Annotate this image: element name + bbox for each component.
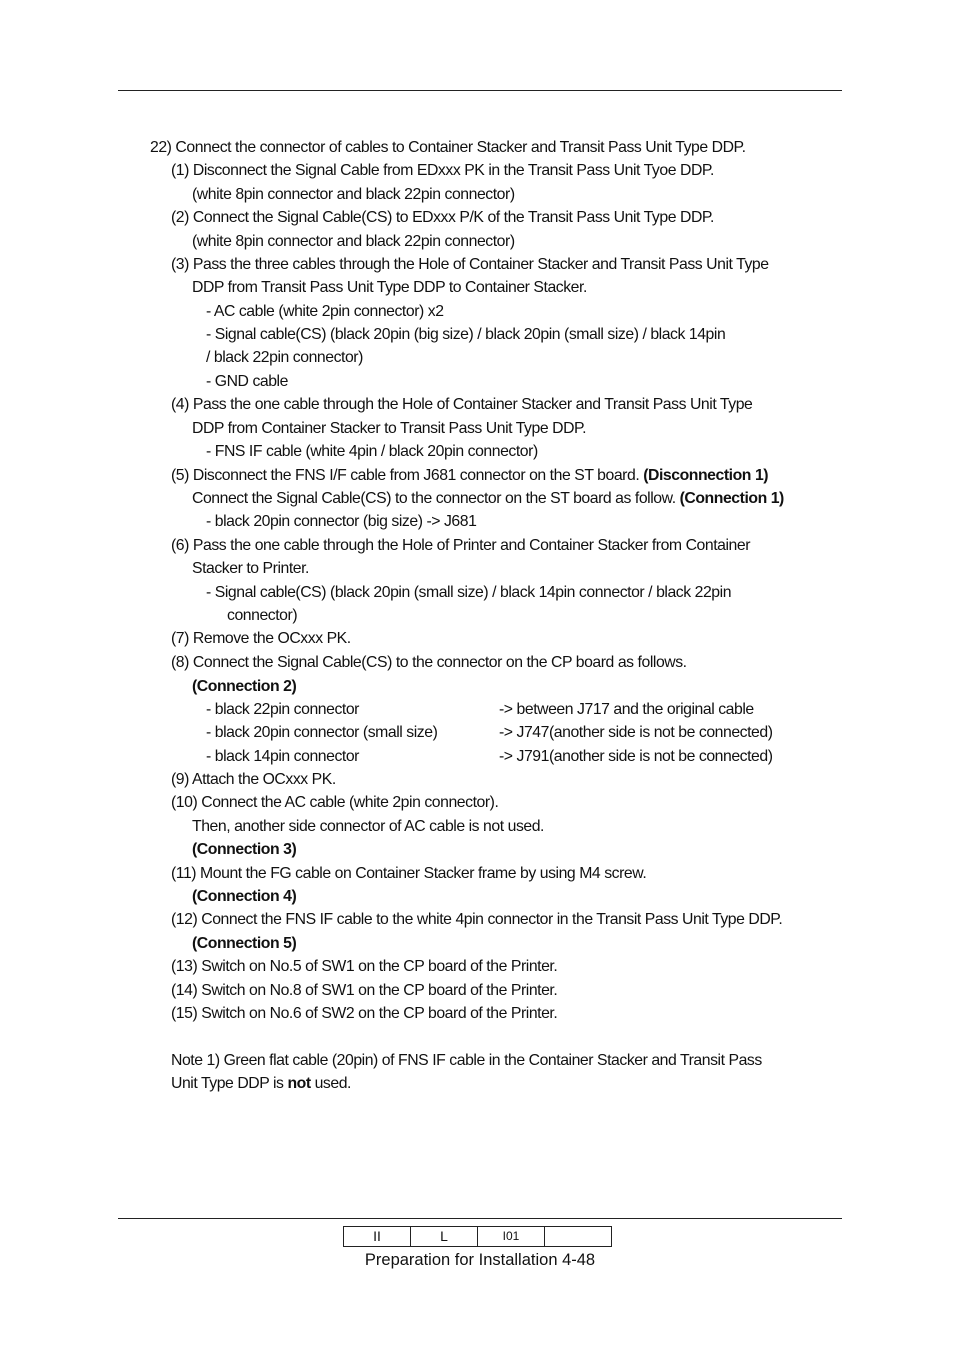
footer-revision-table [343,1226,612,1247]
substep-6-item: - Signal cable(CS) (black 20pin (small size) / black 14pin connector / black 22pin [206,584,732,601]
footer-cell: II [344,1227,411,1247]
substep-8-line: (8) Connect the Signal Cable(CS) to the connector on the CP board as follows. [171,654,687,671]
substep-9-line: (9) Attach the OCxxx PK. [171,771,336,788]
substep-6-line: Stacker to Printer. [192,560,309,577]
footer-cell [545,1227,612,1247]
substep-3-line: (3) Pass the three cables through the Hole of Container Stacker and Transit Pass Unit Type [171,256,769,273]
substep-4-item: - FNS IF cable (white 4pin / black 20pin connector) [206,443,538,460]
substep-3-item: - AC cable (white 2pin connector) x2 [206,303,444,320]
substep-15-line: (15) Switch on No.6 of SW2 on the CP board of the Printer. [171,1005,558,1022]
substep-3-item: - GND cable [206,373,288,390]
substep-13-line: (13) Switch on No.5 of SW1 on the CP board of the Printer. [171,958,558,975]
substep-2-line: (2) Connect the Signal Cable(CS) to EDxxx P/K of the Transit Pass Unit Type DDP. [171,209,714,226]
note-text: used. [310,1075,351,1092]
substep-14-line: (14) Switch on No.8 of SW1 on the CP board of the Printer. [171,982,558,999]
substep-10-line: (10) Connect the AC cable (white 2pin connector). [171,794,499,811]
substep-12-line: (12) Connect the FNS IF cable to the white 4pin connector in the Transit Pass Unit Type DDP. [171,911,783,928]
connector-row-right: -> J747(another side is not be connected) [499,724,773,741]
footer-rule [118,1218,842,1219]
substep-4-line: DDP from Container Stacker to Transit Pass Unit Type DDP. [192,420,587,437]
substep-1-line: (white 8pin connector and black 22pin connector) [192,186,515,203]
connector-row-left: - black 20pin connector (small size) [206,724,438,741]
header-rule [118,90,842,91]
substep-5-text: Connect the Signal Cable(CS) to the connector on the ST board as follow. [192,490,680,507]
footer-cell: L [411,1227,478,1247]
connection-2-label: (Connection 2) [192,678,297,695]
substep-10-line: Then, another side connector of AC cable is not used. [192,818,544,835]
note-line: Note 1) Green flat cable (20pin) of FNS IF cable in the Container Stacker and Transit Pass [171,1052,762,1069]
substep-5-line [171,466,768,486]
substep-5-line [192,489,784,509]
substep-7-line: (7) Remove the OCxxx PK. [171,630,351,647]
connector-row-right: -> J791(another side is not be connected) [499,748,773,765]
connector-row-right: -> between J717 and the original cable [499,701,754,718]
connection-5-label: (Connection 5) [192,935,297,952]
connection-1-label: (Connection 1) [679,490,784,507]
substep-2-line: (white 8pin connector and black 22pin connector) [192,233,515,250]
substep-6-line: (6) Pass the one cable through the Hole of Printer and Container Stacker from Container [171,537,751,554]
connector-row-left: - black 22pin connector [206,701,359,718]
connection-3-label: (Connection 3) [192,841,297,858]
disconnection-1-label: (Disconnection 1) [643,467,769,484]
connector-row-left: - black 14pin connector [206,748,359,765]
connection-4-label: (Connection 4) [192,888,297,905]
substep-5-text: (5) Disconnect the FNS I/F cable from J681 connector on the ST board. [171,467,644,484]
substep-5-item: - black 20pin connector (big size) -> J681 [206,513,477,530]
page-label: Preparation for Installation 4-48 [364,1251,596,1269]
note-emphasis: not [287,1075,311,1092]
footer-cell: I01 [478,1227,545,1247]
substep-4-line: (4) Pass the one cable through the Hole of Container Stacker and Transit Pass Unit Type [171,396,753,413]
substep-3-line: DDP from Transit Pass Unit Type DDP to Container Stacker. [192,279,587,296]
note-text: Unit Type DDP is [171,1075,288,1092]
substep-3-item: - Signal cable(CS) (black 20pin (big size) / black 20pin (small size) / black 14pin [206,326,726,343]
substep-1-line: (1) Disconnect the Signal Cable from EDxxx PK in the Transit Pass Unit Tyoe DDP. [171,162,714,179]
note-line [171,1074,351,1094]
substep-11-line: (11) Mount the FG cable on Container Stacker frame by using M4 screw. [171,865,647,882]
substep-3-item: / black 22pin connector) [206,349,363,366]
step-22-title: 22) Connect the connector of cables to Container Stacker and Transit Pass Unit Type DDP. [150,139,746,156]
substep-6-item: connector) [227,607,298,624]
